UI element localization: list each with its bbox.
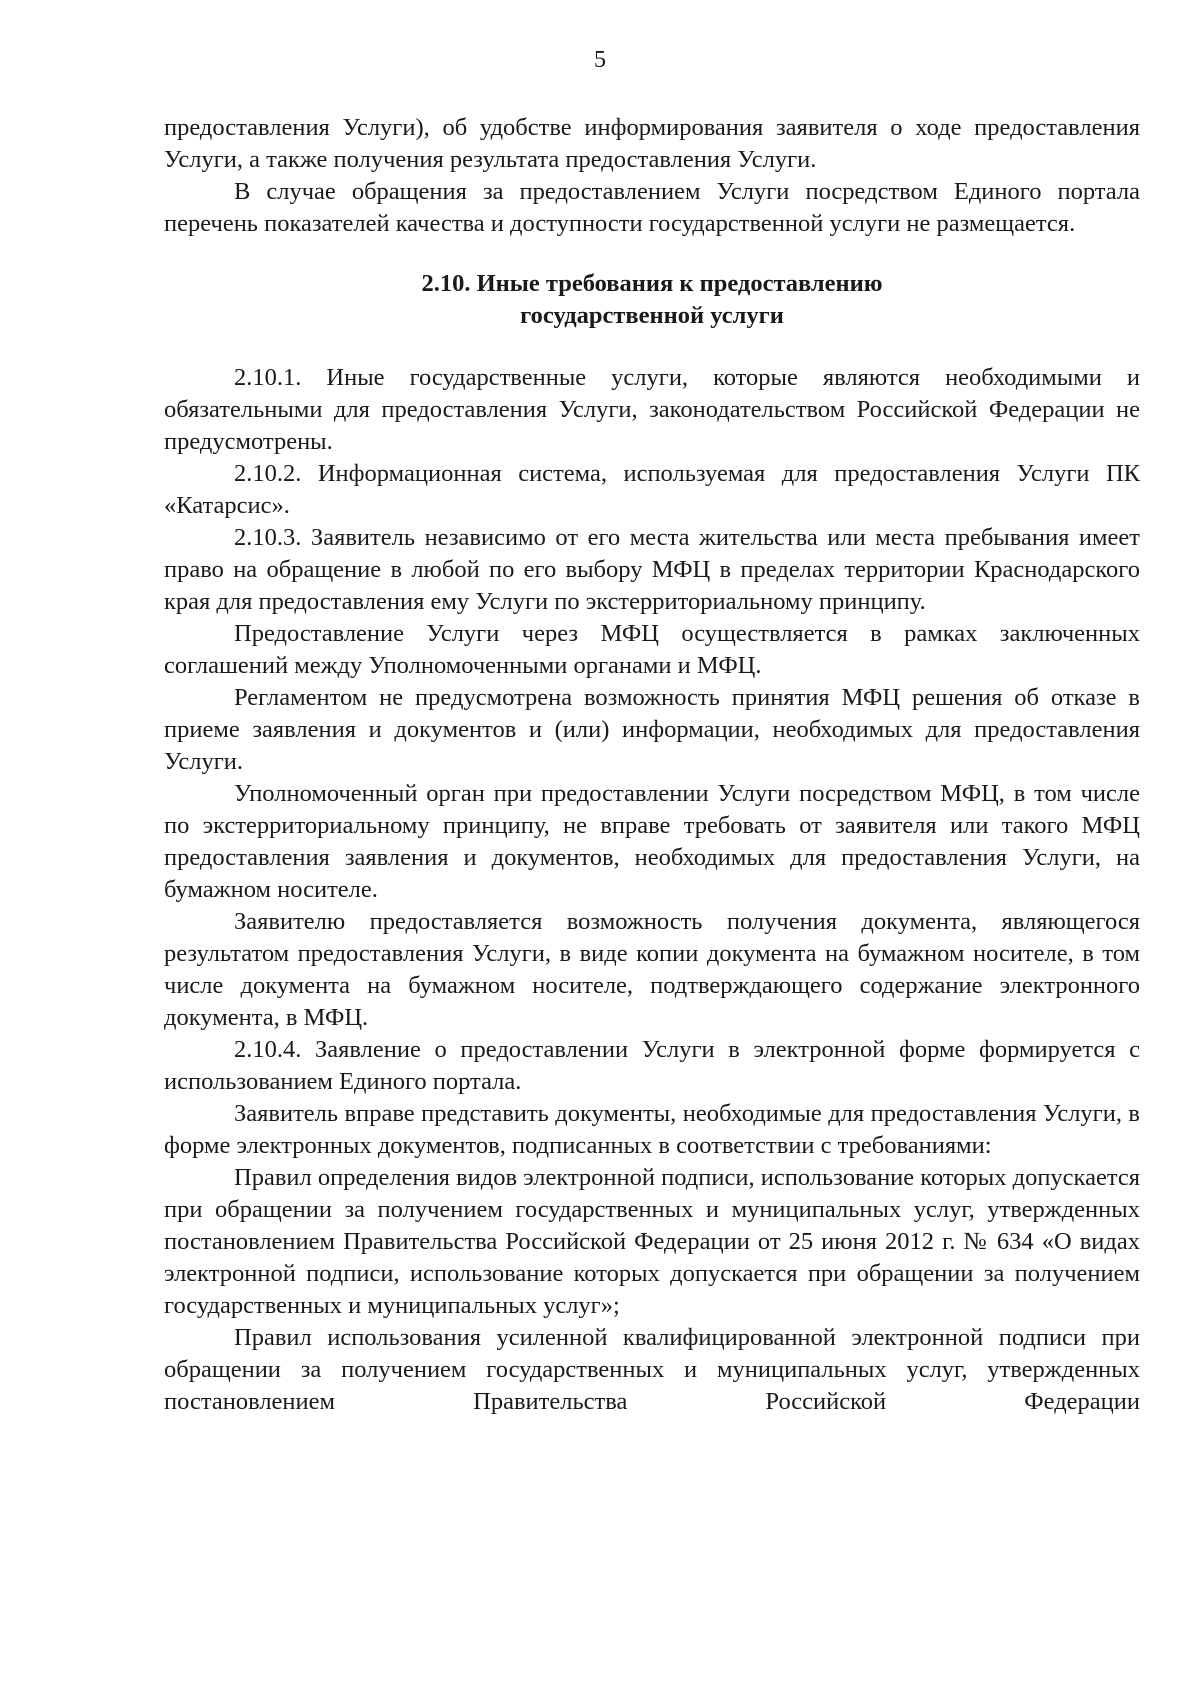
paragraph: Правил использования усиленной квалифицированной электронной подписи при обращении за получением государственных и муниципальных услуг, утвержденных постановлением Правительства Российской Федерации (164, 1324, 1140, 1415)
paragraph: Предоставление Услуги через МФЦ осуществляется в рамках заключенных соглашений между Уполномоченными органами и МФЦ. (164, 620, 1140, 679)
page-number: 5 (594, 47, 606, 73)
paragraph-2-10-4: 2.10.4. Заявление о предоставлении Услуги в электронной форме формируется с использованием Единого портала. (164, 1036, 1140, 1095)
paragraph-2-10-3: 2.10.3. Заявитель независимо от его места жительства или места пребывания имеет право на обращение в любой по его выбору МФЦ в пределах территории Краснодарского края для предоставления ему Услуги по экстерриториальному принципу. (164, 524, 1140, 615)
paragraph: Заявитель вправе представить документы, необходимые для предоставления Услуги, в форме электронных документов, подписанных в соответствии с требованиями: (164, 1100, 1140, 1159)
document-body (164, 112, 1140, 1418)
paragraph: В случае обращения за предоставлением Услуги посредством Единого портала перечень показателей качества и доступности государственной услуги не размещается. (164, 178, 1140, 237)
paragraph: Регламентом не предусмотрена возможность принятия МФЦ решения об отказе в приеме заявления и документов и (или) информации, необходимых для предоставления Услуги. (164, 684, 1140, 775)
section-heading-line-2: государственной услуги (520, 302, 784, 329)
paragraph: Правил определения видов электронной подписи, использование которых допускается при обращении за получением государственных и муниципальных услуг, утвержденных постановлением Правительства Российской Федерации от 25 июня 2012 г. № 634 «О видах электронной подписи, использование которых допускается при обращении за получением государственных и муниципальных услуг»; (164, 1164, 1140, 1319)
paragraph-2-10-2: 2.10.2. Информационная система, используемая для предоставления Услуги ПК «Катарсис». (164, 460, 1140, 519)
paragraph-2-10-1: 2.10.1. Иные государственные услуги, которые являются необходимыми и обязательными для предоставления Услуги, законодательством Российской Федерации не предусмотрены. (164, 364, 1140, 455)
paragraph: Заявителю предоставляется возможность получения документа, являющегося результатом предоставления Услуги, в виде копии документа на бумажном носителе, в том числе документа на бумажном носителе, подтверждающего содержание электронного документа, в МФЦ. (164, 908, 1140, 1031)
section-heading-line-1: 2.10. Иные требования к предоставлению (421, 270, 883, 297)
section-heading (164, 268, 1140, 332)
paragraph: Уполномоченный орган при предоставлении Услуги посредством МФЦ, в том числе по экстерриториальному принципу, не вправе требовать от заявителя или такого МФЦ предоставления заявления и документов, необходимых для предоставления Услуги, на бумажном носителе. (164, 780, 1140, 903)
paragraph-continuation: предоставления Услуги), об удобстве информирования заявителя о ходе предоставления Услуги, а также получения результата предоставления Услуги. (164, 114, 1140, 173)
